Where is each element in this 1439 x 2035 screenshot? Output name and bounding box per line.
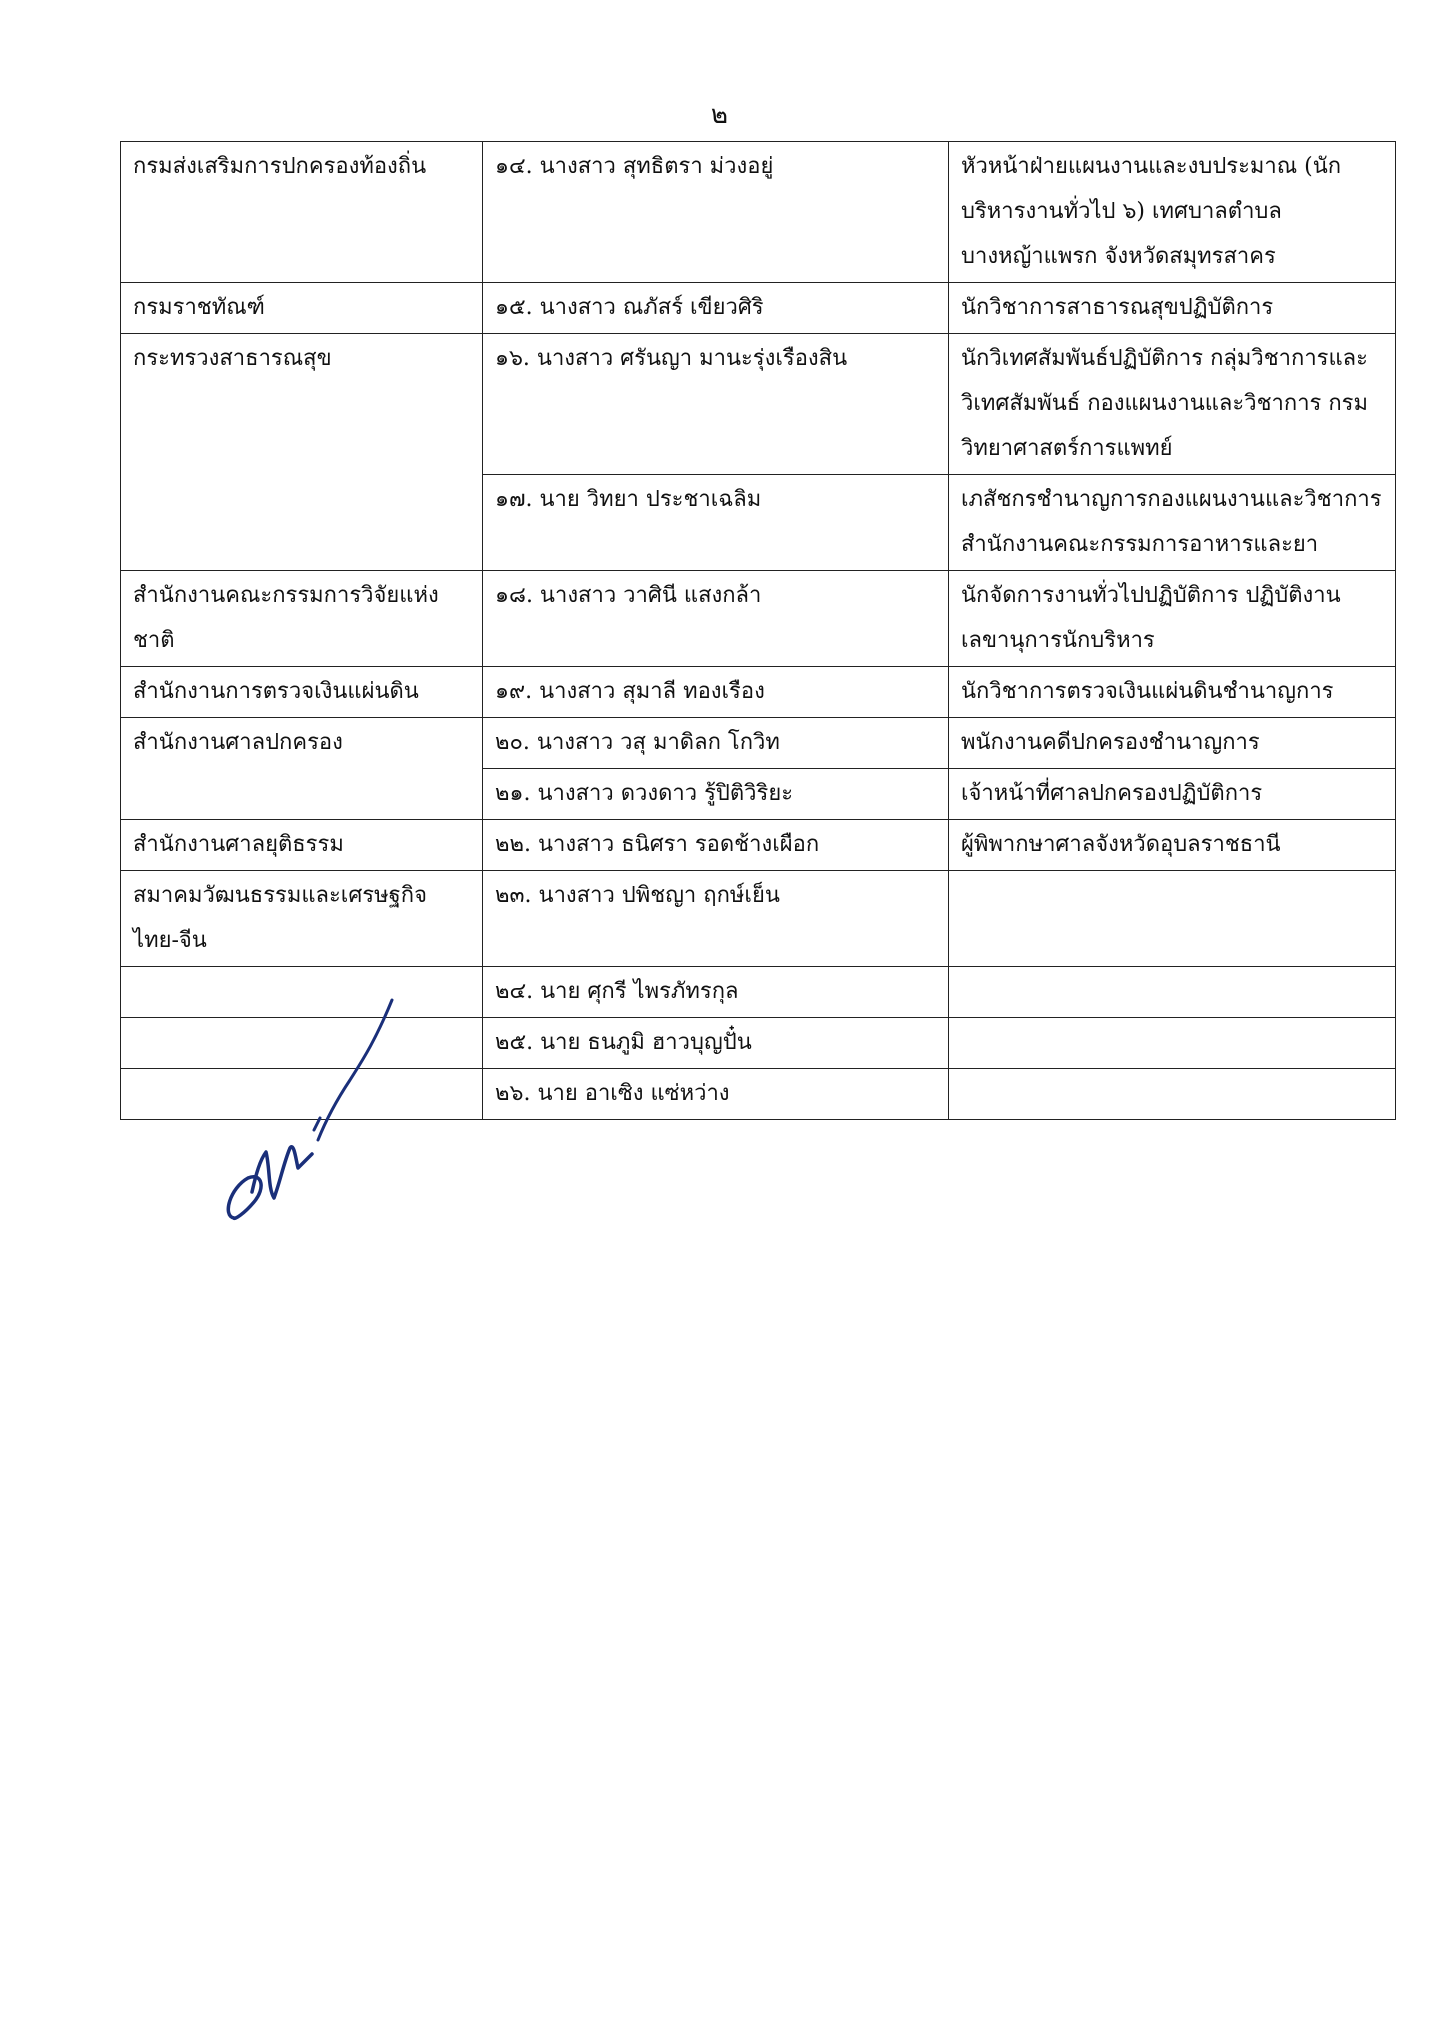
participant-name-cell: ๒๕. นาย ธนภูมิ ฮาวบุญปั๋น — [483, 1018, 949, 1069]
handwritten-signature — [222, 992, 402, 1232]
agency-cell: กระทรวงสาธารณสุข — [121, 334, 483, 571]
agency-cell: สมาคมวัฒนธรรมและเศรษฐกิจไทย-จีน — [121, 871, 483, 967]
agency-cell: สำนักงานศาลปกครอง — [121, 718, 483, 820]
table-row — [121, 283, 1396, 334]
position-cell — [949, 1018, 1396, 1069]
table-row — [121, 334, 1396, 475]
position-cell: ผู้พิพากษาศาลจังหวัดอุบลราชธานี — [949, 820, 1396, 871]
participant-name-cell: ๒๔. นาย ศุกรี ไพรภัทรกุล — [483, 967, 949, 1018]
participant-name-cell: ๑๕. นางสาว ณภัสร์ เขียวศิริ — [483, 283, 949, 334]
page-number: ๒ — [710, 100, 729, 130]
participant-name-cell: ๒๐. นางสาว วสุ มาดิลก โกวิท — [483, 718, 949, 769]
position-cell — [949, 967, 1396, 1018]
agency-cell: สำนักงานคณะกรรมการวิจัยแห่งชาติ — [121, 571, 483, 667]
position-cell: นักวิชาการสาธารณสุขปฏิบัติการ — [949, 283, 1396, 334]
participant-name-cell: ๒๑. นางสาว ดวงดาว รู้ปิติวิริยะ — [483, 769, 949, 820]
table-row — [121, 142, 1396, 283]
position-cell: เภสัชกรชำนาญการกองแผนงานและวิชาการ สำนักงานคณะกรรมการอาหารและยา — [949, 475, 1396, 571]
agency-cell: กรมราชทัณฑ์ — [121, 283, 483, 334]
position-cell: นักจัดการงานทั่วไปปฏิบัติการ ปฏิบัติงานเลขานุการนักบริหาร — [949, 571, 1396, 667]
participant-name-cell: ๑๗. นาย วิทยา ประชาเฉลิม — [483, 475, 949, 571]
table-row — [121, 718, 1396, 769]
position-cell — [949, 1069, 1396, 1120]
participant-name-cell: ๑๔. นางสาว สุทธิตรา ม่วงอยู่ — [483, 142, 949, 283]
participant-name-cell: ๑๙. นางสาว สุมาลี ทองเรือง — [483, 667, 949, 718]
signature-stroke-upper — [318, 1000, 392, 1140]
signature-stroke-tick — [314, 1118, 320, 1130]
participant-table — [120, 141, 1396, 1120]
position-cell: พนักงานคดีปกครองชำนาญการ — [949, 718, 1396, 769]
agency-cell: กรมส่งเสริมการปกครองท้องถิ่น — [121, 142, 483, 283]
table-row — [121, 667, 1396, 718]
participant-name-cell: ๒๓. นางสาว ปพิชญา ฤกษ์เย็น — [483, 871, 949, 967]
participant-name-cell: ๑๘. นางสาว วาศินี แสงกล้า — [483, 571, 949, 667]
position-cell: หัวหน้าฝ่ายแผนงานและงบประมาณ (นักบริหารงานทั่วไป ๖) เทศบาลตำบลบางหญ้าแพรก จังหวัดสมุทรสาคร — [949, 142, 1396, 283]
position-cell: นักวิชาการตรวจเงินแผ่นดินชำนาญการ — [949, 667, 1396, 718]
position-cell: เจ้าหน้าที่ศาลปกครองปฏิบัติการ — [949, 769, 1396, 820]
agency-cell: สำนักงานการตรวจเงินแผ่นดิน — [121, 667, 483, 718]
position-cell — [949, 871, 1396, 967]
signature-stroke-main — [228, 1147, 312, 1219]
participant-name-cell: ๒๖. นาย อาเซิง แซ่หว่าง — [483, 1069, 949, 1120]
table-row — [121, 571, 1396, 667]
participant-name-cell: ๑๖. นางสาว ศรันญา มานะรุ่งเรืองสิน — [483, 334, 949, 475]
agency-cell: สำนักงานศาลยุติธรรม — [121, 820, 483, 871]
participant-name-cell: ๒๒. นางสาว ธนิศรา รอดช้างเผือก — [483, 820, 949, 871]
table-row — [121, 820, 1396, 871]
position-cell: นักวิเทศสัมพันธ์ปฏิบัติการ กลุ่มวิชาการและวิเทศสัมพันธ์ กองแผนงานและวิชาการ กรมวิทยาศาสตร์การแพทย์ — [949, 334, 1396, 475]
table-row — [121, 871, 1396, 967]
participant-table-body — [121, 142, 1396, 1120]
